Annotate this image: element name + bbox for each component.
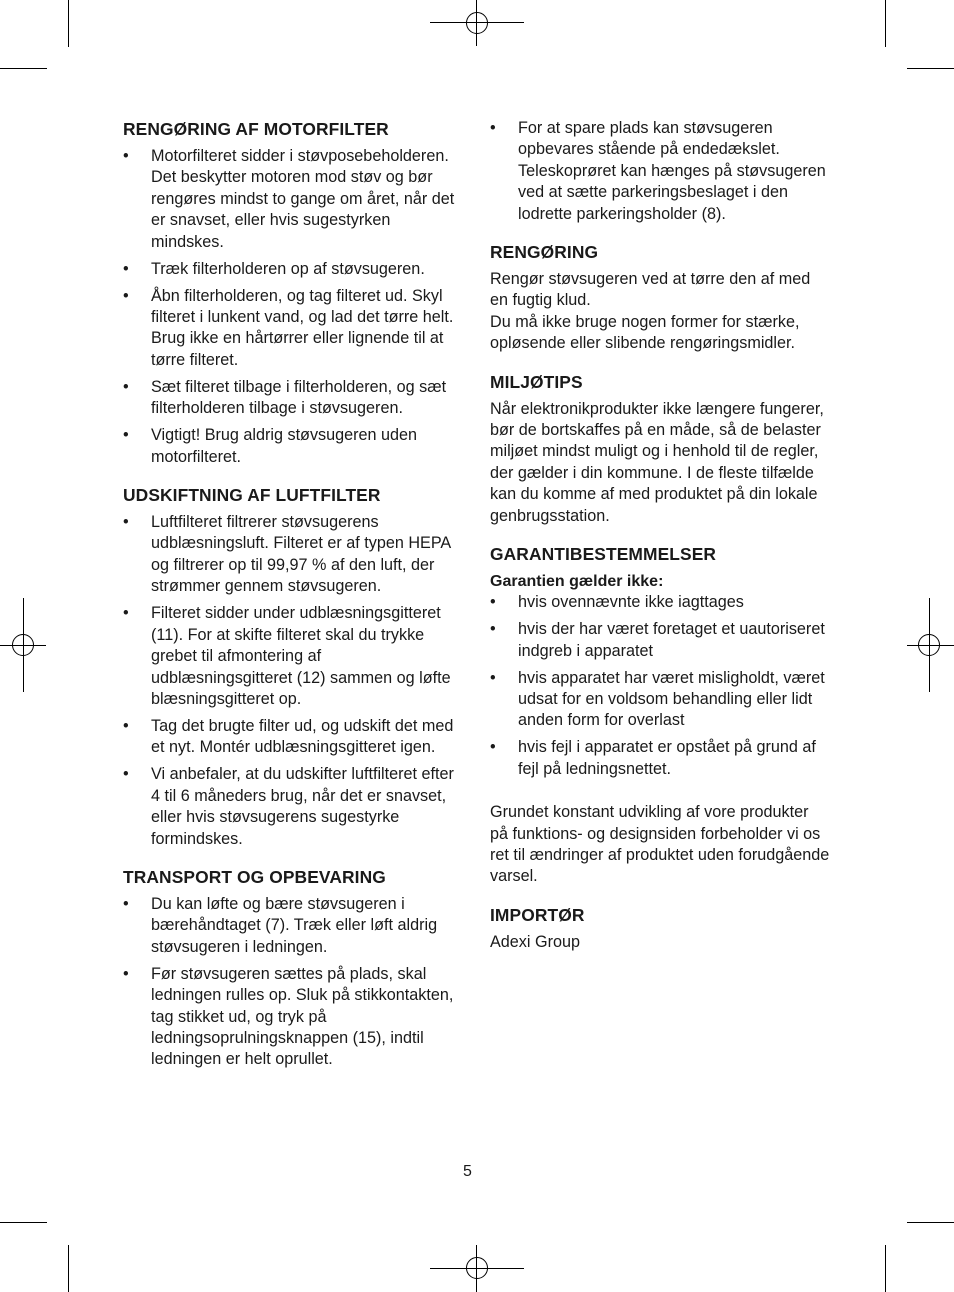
section-air-filter: [123, 484, 463, 850]
list-item: • hvis ovennævnte ikke iagttages: [490, 593, 744, 612]
list-item: • hvis apparatet har været misligholdt, været udsat for en voldsom behandling eller lidt anden form for overlast: [490, 668, 825, 730]
section-heading: GARANTIBESTEMMELSER: [490, 544, 717, 565]
crop-mark: [907, 68, 954, 69]
section-motor-filter: [123, 118, 463, 468]
section-subheading: Garantien gælder ikke:: [490, 573, 664, 591]
list-item: • Luftfilteret filtrerer støvsugerens udblæsningsluft. Filteret er af typen HEPA og filtrerer op til 99,97 % af den luft, der strømmer gennem støvsugeren.: [123, 513, 451, 596]
paragraph: Når elektronikprodukter ikke længere fungerer, bør de bortskaffes på en måde, så de belaster miljøet mindst muligt og i henhold til de regler, der gælder i din kommune. I de fleste tilfælde kan du komme af med produktet på din lokale genbrugsstation.: [490, 399, 824, 525]
bullet-list: [490, 592, 830, 780]
bullet-list: [123, 894, 463, 1071]
list-item: • Du kan løfte og bære støvsugeren i bærehåndtaget (7). Træk eller løft aldrig støvsugeren i ledningen.: [123, 894, 438, 956]
crop-mark: [885, 1245, 886, 1292]
bullet-list: [490, 118, 830, 225]
crop-mark: [0, 1222, 47, 1223]
crop-mark: [907, 1222, 954, 1223]
list-item: • Vigtigt! Brug aldrig støvsugeren uden motorfilteret.: [123, 426, 418, 466]
importer-name: Adexi Group: [490, 932, 580, 951]
list-item: • Sæt filteret tilbage i filterholderen, og sæt filterholderen tilbage i støvsugeren.: [123, 377, 447, 418]
paragraph: Grundet konstant udvikling af vore produkter på funktions- og designsiden forbeholder vi os ret til ændringer af produktet uden forudgående varsel.: [490, 803, 830, 886]
list-item: • Filteret sidder under udblæsningsgitteret (11). For at skifte filteret skal du trykke grebet til afmontering af udblæsningsgitteret (12) sammen og løfte blæsningsgitteret op.: [123, 604, 451, 708]
section-transport-storage: [123, 866, 463, 1071]
crop-mark: [68, 0, 69, 47]
section-heading: IMPORTØR: [490, 904, 585, 925]
section-heading: RENGØRING AF MOTORFILTER: [123, 119, 389, 139]
left-column: [123, 118, 463, 1087]
list-item: • Træk filterholderen op af støvsugeren.: [123, 259, 425, 278]
section-cleaning: [490, 241, 830, 355]
list-item: • hvis der har været foretaget et uautoriseret indgreb i apparatet: [490, 620, 825, 660]
crop-mark: [885, 0, 886, 47]
section-warranty: [490, 543, 830, 888]
paragraph: Rengør støvsugeren ved at tørre den af med en fugtig klud.: [490, 270, 811, 310]
list-item: • For at spare plads kan støvsugeren opbevares stående på endedækslet. Teleskoprøret kan hænges på støvsugeren ved at sætte parkeringsbeslaget i den lodrette parkeringsholder (8).: [490, 119, 826, 223]
paragraph: Du må ikke bruge nogen former for stærke, opløsende eller slibende rengøringsmidler.: [490, 312, 800, 353]
section-heading: MILJØTIPS: [490, 371, 583, 392]
list-item: • Før støvsugeren sættes på plads, skal ledningen rulles op. Sluk på stikkontakten, tag stikket ud, og tryk på ledningsoprulningsknappen (15), indtil ledningen er helt oprullet.: [123, 964, 454, 1069]
list-item: • Motorfilteret sidder i støvposebeholderen. Det beskytter motoren mod støv og bør rengøres mindst to gange om året, når det er snavset, eller hvis sugestyrken mindskes.: [123, 147, 455, 251]
right-column: [490, 118, 830, 969]
list-item: • Åbn filterholderen, og tag filteret ud. Skyl filteret i lunkent vand, og lad det tørre helt. Brug ikke en hårtørrer eller lignende til at tørre filteret.: [123, 286, 454, 369]
section-importer: [490, 904, 830, 953]
section-heading: TRANSPORT OG OPBEVARING: [123, 866, 386, 887]
list-item: • Vi anbefaler, at du udskifter luftfilteret efter 4 til 6 måneders brug, når det er snavset, eller hvis støvsugerens sugestyrke formindskes.: [123, 765, 454, 848]
crop-mark: [68, 1245, 69, 1292]
list-item: • Tag det brugte filter ud, og udskift det med et nyt. Montér udblæsningsgitteret igen.: [123, 716, 454, 757]
list-item: • hvis fejl i apparatet er opstået på grund af fejl på ledningsnettet.: [490, 738, 816, 778]
bullet-list: [123, 512, 463, 850]
section-heading: UDSKIFTNING AF LUFTFILTER: [123, 485, 381, 506]
section-environment: [490, 371, 830, 527]
page-number: 5: [463, 1163, 472, 1180]
section-heading: RENGØRING: [490, 242, 599, 263]
section-storage-continued: [490, 118, 830, 225]
bullet-list: [123, 146, 463, 468]
crop-mark: [0, 68, 47, 69]
